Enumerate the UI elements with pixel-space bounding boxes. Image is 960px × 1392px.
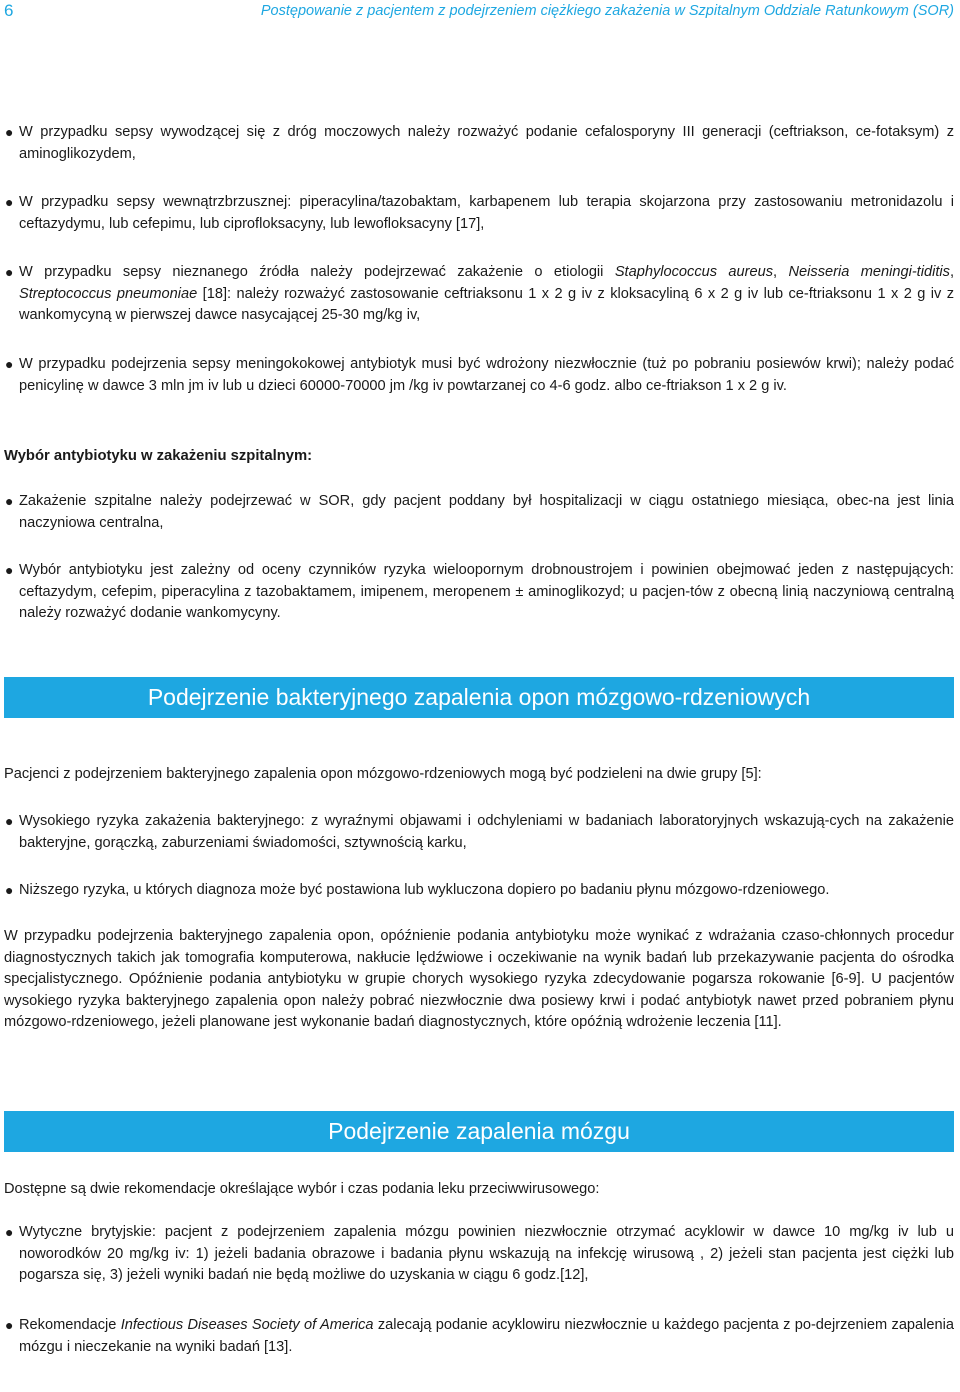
text-run: Zakażenie szpitalne należy podejrzewać w SOR, gdy pacjent poddany był hospitalizacji w ciągu ostatniego miesiąca, obec-na jest linia naczyniowa centralna, <box>19 493 954 531</box>
bullet-dot: ● <box>5 194 14 210</box>
bullet-text <box>19 560 954 625</box>
bullet-dot: ● <box>5 264 14 280</box>
bullet-dot: ● <box>5 124 14 140</box>
text-run: Wytyczne brytyjskie: pacjent z podejrzeniem zapalenia mózgu powinien niezwłocznie otrzymać acyklowir w dawce 10 mg/kg iv lub u noworodków 20 mg/kg iv: 1) jeżeli badania obrazowe i badania płynu wskazują na infekcję wirusową , 2) jeżeli stan pacjenta jest ciężki lub pogarsza się, 3) jeżeli wyniki badań nie będą możliwe do uzyskania w ciągu 6 godz.[12], <box>19 1224 954 1283</box>
bullet-dot: ● <box>5 1224 14 1240</box>
text-run: W przypadku sepsy wywodzącej się z dróg moczowych należy rozważyć podanie cefalosporyny III generacji (ceftriakson, ce-fotaksym) z aminoglikozydem, <box>19 124 954 162</box>
text-run: W przypadku sepsy nieznanego źródła należy podejrzewać zakażenie o etiologii <box>19 264 615 280</box>
italic-term: Neisseria meningi-tiditis <box>788 264 950 280</box>
page-header <box>0 0 960 26</box>
bullet-text <box>19 880 954 902</box>
meningitis-paragraph: W przypadku podejrzenia bakteryjnego zapalenia opon, opóźnienie podania antybiotyku może wynikać z wdrażania czaso-chłonnych procedur diagnostycznych takich jak tomografia komputerowa, nakłucie lędźwiowe i oczekiwanie na wynik badań lub przekazywanie pacjenta do ośrodka specjalistycznego. Opóźnienie podania antybiotyku w grupie chorych wysokiego ryzyka zdecydowanie pogarsza rokowanie [6-9]. U pacjentów wysokiego ryzyka bakteryjnego zapalenia opon należy pobrać niezwłocznie dwa posiewy krwi i podać antybiotyk nawet przed pobraniem płynu mózgowo-rdzeniowego, jeżeli planowane jest wykonanie badań diagnostycznych, które opóźnią wdrożenie leczenia [11]. <box>4 928 954 1030</box>
bullet-dot: ● <box>5 562 14 578</box>
bullet-text <box>19 122 954 165</box>
bullet-dot: ● <box>5 356 14 372</box>
encephalitis-intro: Dostępne są dwie rekomendacje określające wybór i czas podania leku przeciwwirusowego: <box>4 1181 600 1197</box>
italic-term: Staphylococcus aureus <box>614 264 774 280</box>
bullet-dot: ● <box>5 1317 14 1333</box>
italic-term: Infectious Diseases Society of America <box>120 1317 374 1333</box>
bullet-text <box>19 354 954 397</box>
bullet-text <box>19 262 954 327</box>
bullet-dot: ● <box>5 493 14 509</box>
text-run: , <box>773 264 789 280</box>
text-run: Wybór antybiotyku jest zależny od oceny czynników ryzyka wieloopornym drobnoustrojem i powinien obejmować jeden z następujących: ceftazydym, cefepim, piperacylina z tazobaktamem, imipenem, meropenem ± aminoglikozyd; u pacjen-tów z obecną linią naczyniową centralną należy rozważyć dodanie wankomycyny. <box>19 562 954 621</box>
bullet-dot: ● <box>5 882 14 898</box>
bullet-text <box>19 491 954 534</box>
bullet-dot: ● <box>5 813 14 829</box>
running-title: Postępowanie z pacjentem z podejrzeniem ciężkiego zakażenia w Szpitalnym Oddziale Ratunkowym (SOR) <box>260 3 954 19</box>
text-run: Rekomendacje <box>19 1317 121 1333</box>
page-number: 6 <box>4 1 14 20</box>
heading-hospital-infection: Wybór antybiotyku w zakażeniu szpitalnym: <box>4 448 313 464</box>
text-run: [18]: należy rozważyć zastosowanie ceftriaksonu 1 x 2 g iv z kloksacyliną 6 x 2 g iv lub ce-ftriaksonu 1 x 2 g iv z wankomycyną w pierwszej dawce nasycającej 25-30 mg/kg iv, <box>19 285 955 323</box>
bullet-text <box>19 192 954 235</box>
text-run: Wysokiego ryzyka zakażenia bakteryjnego: z wyraźnymi objawami i odchyleniami w badaniach laboratoryjnych wskazują-cych na zakażenie bakteryjne, gorączką, zaburzeniami świadomości, sztywnością karku, <box>19 813 954 851</box>
bullet-text <box>19 1222 954 1287</box>
text-run: W przypadku podejrzenia sepsy meningokokowej antybiotyk musi być wdrożony niezwłocznie (tuż po pobraniu posiewów krwi); należy podać penicylinę w dawce 3 mln jm iv lub u dzieci 60000-70000 jm /kg iv powtarzanej co 4-6 godz. albo ce-ftriakson 1 x 2 g iv. <box>19 356 954 394</box>
meningitis-intro: Pacjenci z podejrzeniem bakteryjnego zapalenia opon mózgowo-rdzeniowych mogą być podzieleni na dwie grupy [5]: <box>4 766 762 782</box>
text-run: , <box>949 264 954 280</box>
text-run: W przypadku sepsy wewnątrzbrzusznej: piperacylina/tazobaktam, karbapenem lub terapia skojarzona przy zastosowaniu metronidazolu i ceftazydymu, lub cefepimu, lub ciprofloksacyny, lub lewofloksacyny [17], <box>19 194 954 232</box>
section-banner-meningitis: Podejrzenie bakteryjnego zapalenia opon mózgowo-rdzeniowych <box>4 677 954 718</box>
bullet-text <box>19 1315 954 1358</box>
section-banner-encephalitis: Podejrzenie zapalenia mózgu <box>4 1111 954 1152</box>
italic-term: Streptococcus pneumoniae <box>19 285 198 302</box>
text-run: Niższego ryzyka, u których diagnoza może być postawiona lub wykluczona dopiero po badaniu płynu mózgowo-rdzeniowego. <box>19 882 830 898</box>
bullet-text <box>19 811 954 854</box>
text-run: zalecają podanie acyklowiru niezwłocznie u każdego pacjenta z po-dejrzeniem zapalenia mózgu i nieczekanie na wyniki badań [13]. <box>19 1317 954 1355</box>
